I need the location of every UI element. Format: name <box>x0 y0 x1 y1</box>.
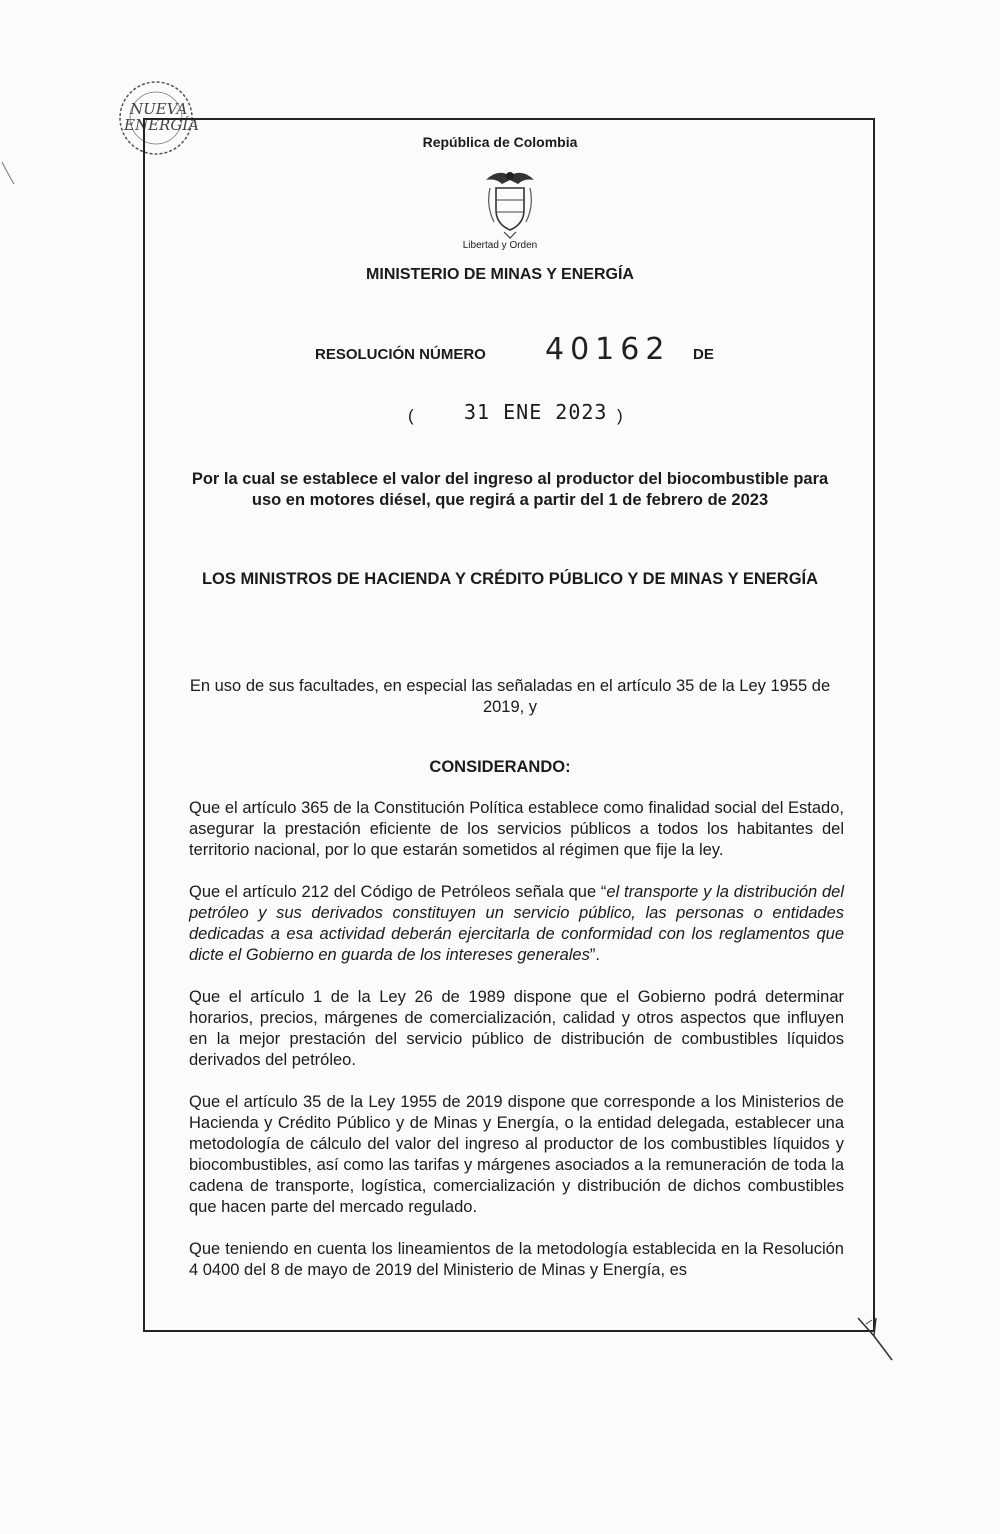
resolution-de-label: DE <box>693 346 714 363</box>
paragraph-5: Que teniendo en cuenta los lineamientos de la metodología establecida en la Resolución 4 0400 del 8 de mayo de 2019 del Ministerio de Minas y Energía, es <box>189 1240 844 1279</box>
considerations-body <box>189 798 844 1281</box>
paragraph-3: Que el artículo 1 de la Ley 26 de 1989 dispone que el Gobierno podrá determinar horarios, precios, márgenes de comercialización, calidad y otros aspectos que influyen en la mejor prestación del servicio público de distribución de combustibles líquidos derivados del petróleo. <box>189 988 844 1069</box>
date-paren-close: ) <box>617 406 623 425</box>
ministers-heading: LOS MINISTROS DE HACIENDA Y CRÉDITO PÚBLICO Y DE MINAS Y ENERGÍA <box>201 570 819 588</box>
paragraph-4: Que el artículo 35 de la Ley 1955 de 2019 dispone que corresponde a los Ministerios de Hacienda y Crédito Público y de Minas y Energía, o la entidad delegada, establecer una metodología de cálculo del valor del ingreso al productor de los combustibles líquidos y biocombustibles, así como las tarifas y márgenes asociados a la remuneración de toda la cadena de transporte, logística, comercialización y distribución de dichos combustibles que hacen parte del mercado regulado. <box>189 1093 844 1216</box>
paragraph-2-suffix: ”. <box>589 946 600 964</box>
handwritten-initial-icon <box>852 1314 896 1364</box>
scan-mark-icon <box>0 160 20 190</box>
stamp-text-line2: ENERGÍA <box>124 116 200 134</box>
paragraph-2 <box>189 882 844 966</box>
powers-clause: En uso de sus facultades, en especial las señaladas en el artículo 35 de la Ley 1955 de 2019, y <box>189 677 831 716</box>
ministry-name: MINISTERIO DE MINAS Y ENERGÍA <box>366 266 634 283</box>
considerando-heading: CONSIDERANDO: <box>429 758 571 776</box>
paragraph-2-prefix: Que el artículo 212 del Código de Petróleos señala que “ <box>189 883 607 901</box>
resolution-title: Por la cual se establece el valor del ingreso al productor del biocombustible para uso en motores diésel, que regirá a partir del 1 de febrero de 2023 <box>191 470 829 509</box>
date-paren-open: ( <box>408 406 414 425</box>
country-name: República de Colombia <box>422 134 578 150</box>
coat-of-arms-icon <box>480 166 540 240</box>
resolution-label: RESOLUCIÓN NÚMERO <box>315 346 486 363</box>
resolution-number: 40162 <box>545 332 671 367</box>
paragraph-1: Que el artículo 365 de la Constitución Política establece como finalidad social del Estado, asegurar la prestación eficiente de los servicios públicos a todos los habitantes del territorio nacional, por lo que estarán sometidos al régimen que fije la ley. <box>189 799 844 859</box>
resolution-date-stamp: 31 ENE 2023 <box>464 400 608 424</box>
national-motto: Libertad y Orden <box>462 240 538 251</box>
paragraph-2-quote: el transporte y la distribución del petróleo y sus derivados constituyen un servicio público, las personas o entidades dedicadas a esa actividad deberán ejercitarla de conformidad con los reglamentos que dicte el Gobierno en guarda de los intereses generales <box>189 883 844 964</box>
stamp-text-line1: NUEVA <box>130 100 188 118</box>
